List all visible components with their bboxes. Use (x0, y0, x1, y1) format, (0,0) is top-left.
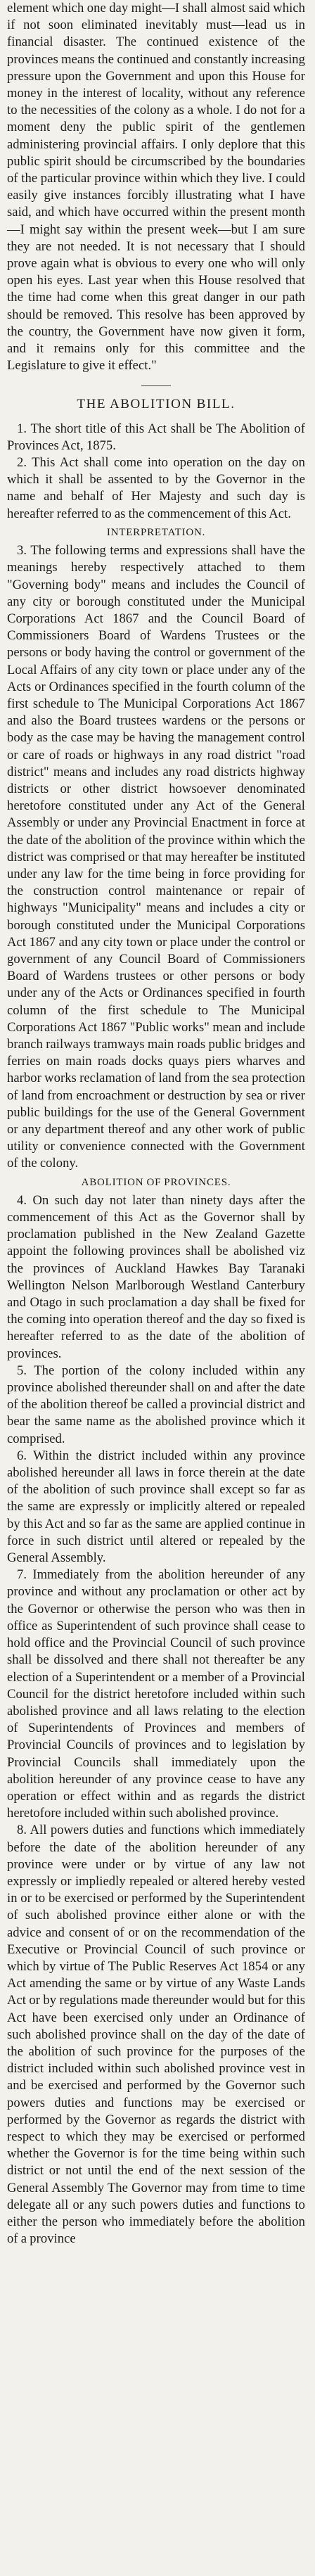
abolition-heading: ABOLITION OF PROVINCES. (81, 1176, 231, 1188)
clause-1: 1. The short title of this Act shall be The Abolition of Provinces Act, 1875. (7, 421, 305, 453)
clause-3: 3. The following terms and expressions shall have the meanings hereby respectively attached to them "Governing body" means and includes the Council of any city or borough constituted under the Municipal Corporations Act 1867 and the Council Board of Commissioners Board of Wardens Trustees or the persons or body having the control or government of the Local Affairs of any city town or place under any of the Acts or Ordinances specified in the fourth column of the first schedule to The Municipal Corporations Act 1867 and also the Board trustees wardens or the persons or body as the case may be having the management control or care of roads or highways in any road district "road district" means and includes any road districts highway districts or other district howsoever denominated heretofore constituted under any Act of the General Assembly or under any Provincial Enactment in force at the date of the abolition of the province within which the district was comprised or that may hereafter be instituted under any law for the time being in force providing for the construction control maintenance or repair of highways "Municipality" means and includes a city or borough constituted under the Municipal Corporations Act 1867 and any city town or place under the control or government of any Council Board of Commissioners Board of Wardens trustees or other persons or body under any of the Acts or Ordinances specified in fourth column of the first schedule to The Municipal Corporations Act 1867 "Public works" mean and include branch railways tramways main roads public bridges and ferries on main roads docks quays piers wharves and harbor works reclamation of land from the sea protection of land from encroachment or destruction by sea or river public buildings for the use of the General Government or any department thereof and any other work of public utility or convenience connected with the Government of the colony. (7, 543, 305, 1171)
interpretation-heading: INTERPRETATION. (106, 526, 206, 538)
section-divider (141, 385, 171, 386)
clause-8: 8. All powers duties and functions which immediately before the date of the abolition hereunder of any province were under or by virtue of any law not expressly or impliedly repealed or altered hereby vested in or to be exercised or performed by the Superintendent of such abolished province either alone or with the advice and consent of or on the recommendation of the Executive or Provincial Council of such province or which by virtue of The Public Reserves Act 1854 or any Act amending the same or by virtue of any Waste Lands Act or by regulations made thereunder would but for this Act have been exercised only under an Ordinance of such abolished province shall on the day of the date of the abolition of such province for the purposes of the district included within such abolished province vest in and be exercised and performed by the Governor such powers duties and functions may be exercised or performed by the Governor as regards the district with respect to which they may be exercised or performed whether the Governor is for the time being within such district or not until the end of the next session of the General Assembly The Governor may from time to time delegate all or any such powers duties and functions to either the person who immediately before the abolition of a province (7, 1823, 305, 2247)
section-title: THE ABOLITION BILL. (77, 397, 236, 412)
clause-5: 5. The portion of the colony included within any province abolished thereunder shall on and after the date of the abolition thereof be called a provincial district and bear the same name as the abolished province which it comprised. (7, 1363, 305, 1446)
clause-2: 2. This Act shall come into operation on the day on which it shall be assented to by the Governor in the name and behalf of Her Majesty and such day is hereafter referred to as the commencement of this Act. (7, 455, 305, 521)
intro-paragraph: element which one day might—I shall almost said which if not soon eliminated inevitably must—lead us in financial disaster. The continued existence of the provinces means the continued and constantly increasing pressure upon the Government and upon this House for money in the interest of locality, without any reference to the necessities of the colony as a whole. I do not for a moment deny the public spirit of the gentlemen administering provincial affairs. I only deplore that this public spirit should be circumscribed by the boundaries of the particular province within which they live. I could easily give instances forcibly illustrating what I have said, and which have occurred within the present month—I might say within the present week—but I am sure they are not needed. It is not necessary that I should prove again what is obvious to every one who will only open his eyes. Last year when this House resolved that the time had come when this great danger in our path should be removed. This resolve has been approved by the country, the Government have now given it form, and it remains only for this committee and the Legislature to give it effect." (7, 1, 305, 374)
clause-6: 6. Within the district included within any province abolished hereunder all laws in force therein at the date of the abolition of such province shall except so far as the same are expressly or implicitly altered or repealed by this Act and so far as the same are applied continue in force in such district until altered or repealed by the General Assembly. (7, 1448, 305, 1566)
clause-7: 7. Immediately from the abolition hereunder of any province and without any proclamation or other act by the Governor or otherwise the person who was then in office as Superintendent of such province shall cease to hold office and the Provincial Council of such province shall be dissolved and there shall not thereafter be any election of a Superintendent or a member of a Provincial Council for the district heretofore included within such abolished province and all laws relating to the election of Superintendents of Provinces and members of Provincial Councils of provinces and to legislation by Provincial Councils shall immediately upon the abolition hereunder of any province cease to have any operation or effect within and as regards the district heretofore included within such abolished province. (7, 1567, 305, 1821)
article-column (7, 0, 305, 2247)
clause-4: 4. On such day not later than ninety days after the commencement of this Act as the Governor shall by proclamation published in the New Zealand Gazette appoint the following provinces shall be abolished viz the provinces of Auckland Hawkes Bay Taranaki Wellington Nelson Marlborough Westland Canterbury and Otago in such proclamation a day shall be fixed for the coming into operation thereof and the day so fixed is hereafter referred to as the date of the abolition of provinces. (7, 1192, 305, 1361)
